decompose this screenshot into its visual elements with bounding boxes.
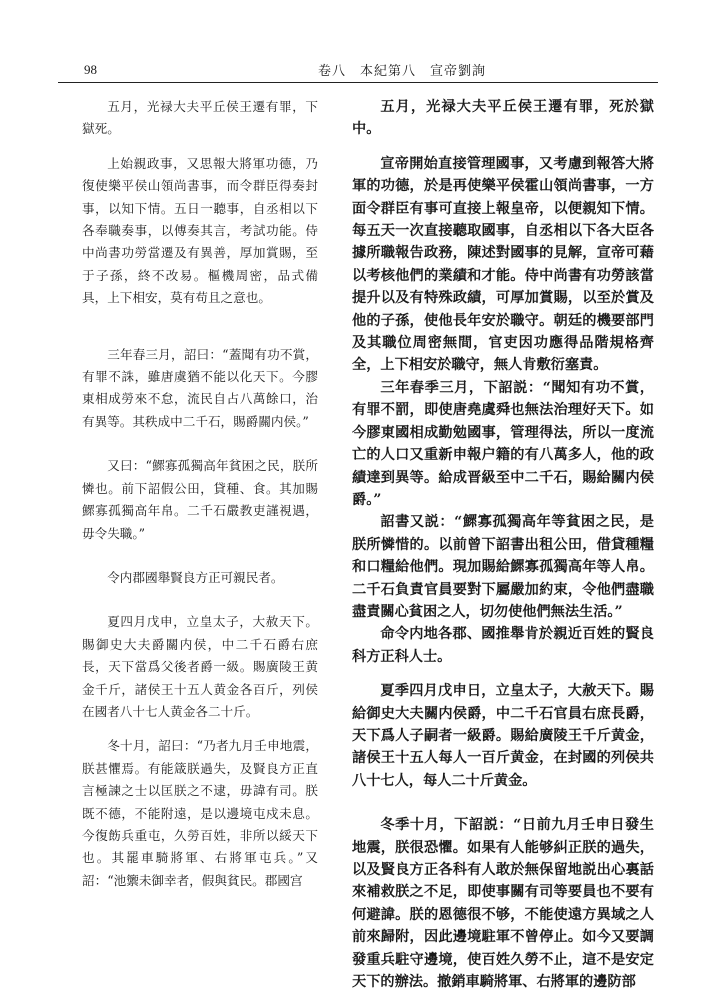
running-title: 卷八 本紀第八 宣帝劉詢 xyxy=(318,64,487,79)
right-paragraph-1: 五月，光禄大夫平丘侯王遷有罪，死於獄中。 xyxy=(352,99,654,138)
classical-text-column xyxy=(82,96,318,892)
right-paragraph-3: 三年春季三月，下詔説：“聞知有功不賞，有罪不罰，即使唐堯虞舜也無法治理好天下。如今膠東國相成勤勉國事，管理得法，所以一度流亡的人口又重新申報户籍的有八萬多人，他的政績達到異等。給成晋級至中二千石，賜給關内侯爵。” xyxy=(352,379,654,508)
left-paragraph-7: 冬十月，詔曰：“乃者九月壬申地震，朕甚懼焉。有能箴朕過失，及賢良方正直言極諫之士以匡朕之不逮，毋諱有司。朕既不德，不能附遠，是以邊境屯戍未息。今復飭兵重屯，久勞百姓，非所以綏天下也。其罷車騎將軍、右將軍屯兵。”又詔：“池籞未御幸者，假與貧民。郡國宫 xyxy=(82,738,318,888)
left-paragraph-2: 上始親政事，又思報大將軍功德，乃復使樂平侯山領尚書事，而令群臣得奏封事，以知下情。五日一聽事，自丞相以下各奉職奏事，以傅奏其言，考試功能。侍中尚書功勞當遷及有異善，厚加賞賜，至于子孫，終不改易。樞機周密，品式備具，上下相安，莫有苟且之意也。 xyxy=(82,155,318,306)
right-paragraph-7: 冬季十月，下詔説：“日前九月壬申日發生地震，朕很恐懼。如果有人能够糾正朕的過失，以及賢良方正各科有人敢於無保留地説出心裏話來補救朕之不足，即使事關有司等要員也不要有何避諱。朕的恩德很不够，不能使遠方異域之人前來歸附，因此邊境駐軍不曾停止。如今又要調發重兵駐守邊境，使百姓久勞不止，這不是安定天下的辦法。撤銷車騎將軍、右將軍的邊防部 xyxy=(352,817,654,991)
page-header xyxy=(58,56,658,83)
left-paragraph-1: 五月，光禄大夫平丘侯王遷有罪，下獄死。 xyxy=(82,99,318,137)
left-paragraph-6: 夏四月戊申，立皇太子，大赦天下。賜御史大夫爵關内侯，中二千石爵右庶長，天下當爲父後者爵一級。賜廣陵王黄金千斤，諸侯王十五人黄金各百斤，列侯在國者八十七人黄金各二十斤。 xyxy=(82,614,318,719)
left-paragraph-4: 又曰：“鰥寡孤獨高年貧困之民，朕所憐也。前下詔假公田，貸種、食。其加賜鰥寡孤獨高年帛。二千石嚴教吏謹視遇，毋令失職。” xyxy=(82,458,318,541)
right-paragraph-4: 詔書又説：“鰥寡孤獨高年等貧困之民，是朕所憐惜的。以前曾下詔書出租公田，借貸種糧和口糧給他們。現加賜給鰥寡孤獨高年等人帛。二千石負責官員要對下屬嚴加約束，令他們盡職盡責關心貧困之人，切勿使他們無法生活。” xyxy=(352,514,654,620)
left-paragraph-3: 三年春三月，詔曰：“蓋聞有功不賞，有罪不誅，雖唐虞猶不能以化天下。今膠東相成勞來不怠，流民自占八萬餘口，治有異等。其秩成中二千石，賜爵關内侯。” xyxy=(82,346,318,429)
left-paragraph-5: 令内郡國舉賢良方正可親民者。 xyxy=(107,569,284,585)
translation-text-column xyxy=(352,96,654,993)
right-paragraph-2: 宣帝開始直接管理國事，又考慮到報答大將軍的功德，於是再使樂平侯霍山領尚書事，一方面令群臣有事可直接上報皇帝，以便親知下情。每五天一次直接聽取國事，自丞相以下各大臣各據所職報告政務，陳述對國事的見解，宣帝可藉以考核他們的業績和才能。侍中尚書有功勞該當提升以及有特殊政績，可厚加賞賜，以至於賞及他的子孫，使他長年安於職守。朝廷的機要部門及其職位周密無間，官吏因功應得品階規格齊全，上下相安於職守，無人肯敷衍塞責。 xyxy=(352,155,654,374)
page-number: 98 xyxy=(84,62,97,77)
right-paragraph-5: 命令内地各郡、國推舉肯於親近百姓的賢良科方正科人士。 xyxy=(352,626,654,665)
right-paragraph-6: 夏季四月戊申日，立皇太子，大赦天下。賜給御史大夫關内侯爵，中二千石官員右庶長爵，天下爲人子嗣者一級爵。賜給廣陵王千斤黄金，諸侯王十五人每人一百斤黄金，在封國的列侯共八十七人，每人二十斤黄金。 xyxy=(352,683,654,789)
